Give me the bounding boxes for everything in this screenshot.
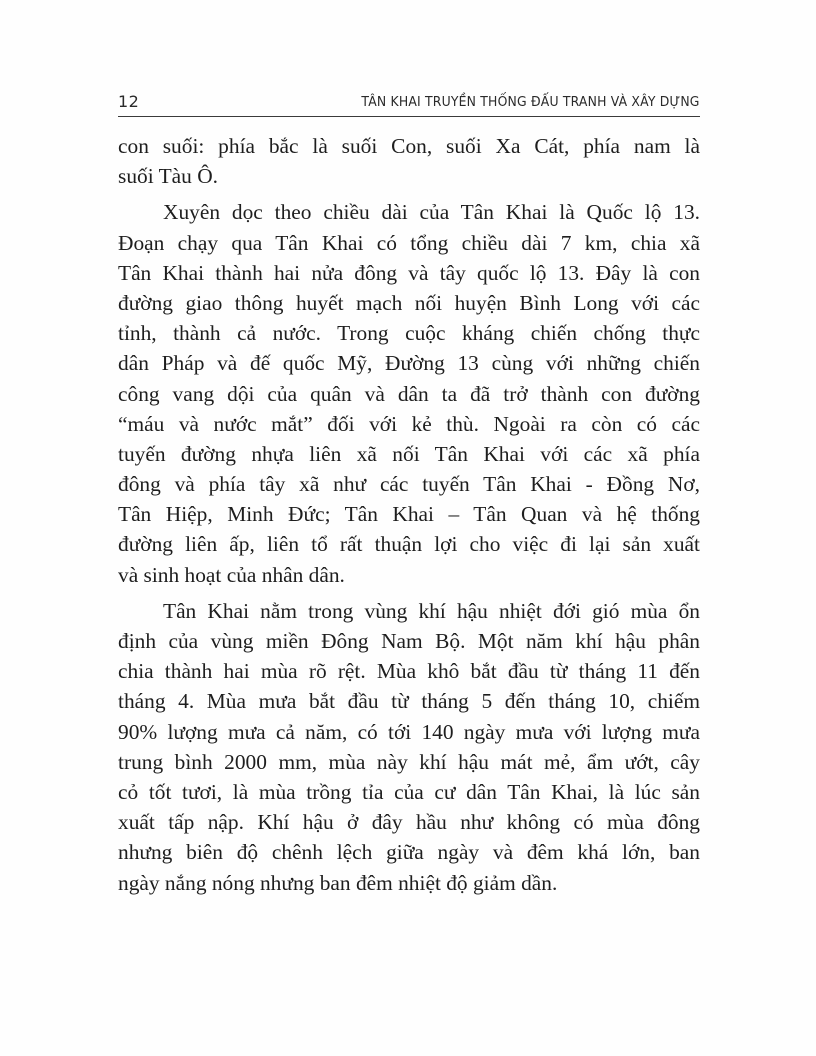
page-number: 12 — [118, 92, 140, 111]
book-title: TÂN KHAI TRUYỀN THỐNG ĐẤU TRANH VÀ XÂY DỰNG — [361, 94, 700, 110]
text-line: đông và phía tây xã như các tuyến Tân Khai - Đồng Nơ, — [118, 472, 700, 497]
text-line: tỉnh, thành cả nước. Trong cuộc kháng chiến chống thực — [118, 321, 700, 346]
paragraph-2 — [118, 197, 700, 589]
text-line: trung bình 2000 mm, mùa này khí hậu mát mẻ, ẩm ướt, cây — [118, 749, 700, 774]
text-line: dân Pháp và đế quốc Mỹ, Đường 13 cùng với những chiến — [118, 351, 700, 376]
text-line: suối Tàu Ô. — [118, 164, 219, 189]
text-line: tháng 4. Mùa mưa bắt đầu từ tháng 5 đến tháng 10, chiếm — [118, 689, 700, 714]
text-line: Tân Hiệp, Minh Đức; Tân Khai – Tân Quan và hệ thống — [118, 502, 700, 527]
text-line: Tân Khai thành hai nửa đông và tây quốc lộ 13. Đây là con — [118, 260, 700, 285]
text-line: cỏ tốt tươi, là mùa trồng tỉa của cư dân Tân Khai, là lúc sản — [118, 779, 700, 804]
text-line: 90% lượng mưa cả năm, có tới 140 ngày mưa với lượng mưa — [118, 719, 700, 744]
text-line: chia thành hai mùa rõ rệt. Mùa khô bắt đầu từ tháng 11 đến — [118, 659, 700, 684]
text-line: con suối: phía bắc là suối Con, suối Xa Cát, phía nam là — [118, 134, 700, 158]
text-line: tuyến đường nhựa liên xã nối Tân Khai với các xã phía — [118, 441, 700, 466]
text-line: nhưng biên độ chênh lệch giữa ngày và đêm khá lớn, ban — [118, 840, 700, 865]
text-line: “máu và nước mắt” đối với kẻ thù. Ngoài ra còn có các — [118, 411, 700, 436]
text-line: và sinh hoạt của nhân dân. — [118, 562, 345, 587]
text-line: đường liên ấp, liên tổ rất thuận lợi cho việc đi lại sản xuất — [118, 532, 700, 557]
text-line: xuất tấp nập. Khí hậu ở đây hầu như không có mùa đông — [118, 810, 700, 835]
text-line: công vang dội của quân và dân ta đã trở thành con đường — [118, 381, 700, 406]
running-header — [118, 90, 700, 117]
paragraph-3 — [118, 596, 700, 898]
text-line: ngày nắng nóng nhưng ban đêm nhiệt độ giảm dần. — [118, 870, 558, 895]
text-line: đường giao thông huyết mạch nối huyện Bình Long với các — [118, 290, 700, 315]
body-text — [118, 131, 700, 904]
text-line: định của vùng miền Đông Nam Bộ. Một năm khí hậu phân — [118, 629, 700, 653]
text-line: Đoạn chạy qua Tân Khai có tổng chiều dài 7 km, chia xã — [118, 230, 700, 255]
text-line: Xuyên dọc theo chiều dài của Tân Khai là Quốc lộ 13. — [163, 200, 700, 225]
text-line: Tân Khai nằm trong vùng khí hậu nhiệt đới gió mùa ổn — [163, 598, 700, 623]
paragraph-1 — [118, 131, 700, 191]
